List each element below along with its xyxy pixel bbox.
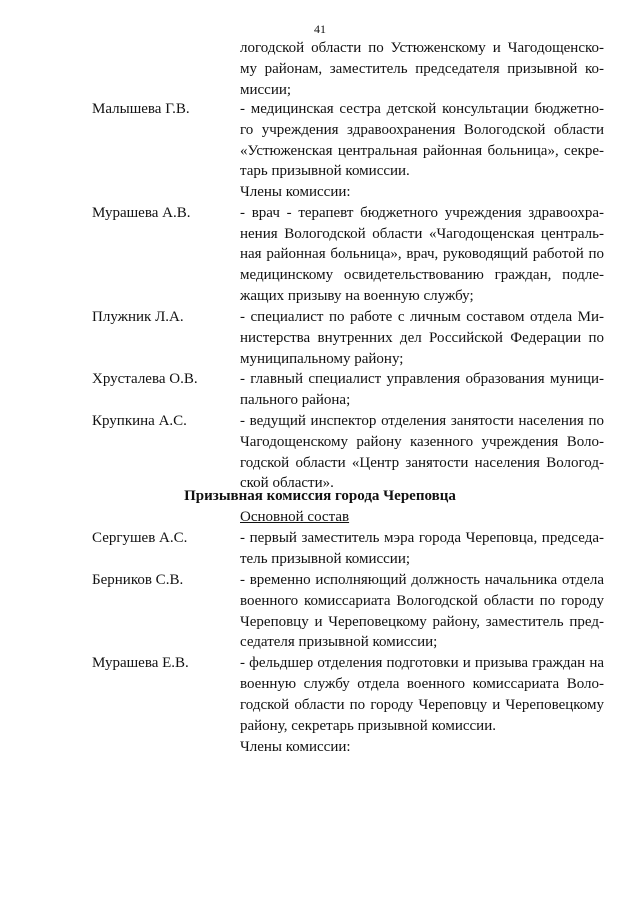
member-name: Мурашева А.В. — [92, 205, 191, 221]
description-line: логодской области по Устюженскому и Чагодощенско- — [240, 40, 604, 56]
member-name: Хрусталева О.В. — [92, 371, 198, 387]
description-line: военного комиссариата Вологодской области по городу — [240, 593, 604, 609]
description-line: - первый заместитель мэра города Череповца, председа- — [240, 530, 604, 546]
description-line: тарь призывной комиссии. — [240, 163, 410, 179]
description-line: - медицинская сестра детской консультации бюджетно- — [240, 101, 604, 117]
description-line: - ведущий инспектор отделения занятости населения по — [240, 413, 604, 429]
description-line: пального района; — [240, 392, 351, 408]
description-line: медицинскому освидетельствованию граждан, подле- — [240, 267, 604, 283]
description-line: ской области». — [240, 475, 334, 491]
description-line: - специалист по работе с личным составом отдела Ми- — [240, 309, 604, 325]
description-line: годской области «Центр занятости населения Вологод- — [240, 455, 604, 471]
member-name: Плужник Л.А. — [92, 309, 184, 325]
description-line: ная районная больница», врач, руководящий работой по — [240, 246, 604, 262]
member-name: Сергушев А.С. — [92, 530, 188, 546]
member-name: Малышева Г.В. — [92, 101, 190, 117]
description-line: «Устюженская центральная районная больница», секре- — [240, 143, 604, 159]
description-line: му районам, заместитель председателя призывной ко- — [240, 61, 604, 77]
description-line: - фельдшер отделения подготовки и призыва граждан на — [240, 655, 604, 671]
description-line: седателя призывной комиссии; — [240, 634, 438, 650]
description-line: - главный специалист управления образования муници- — [240, 371, 604, 387]
member-name: Крупкина А.С. — [92, 413, 187, 429]
section-heading: Призывная комиссия города Череповца — [184, 488, 456, 504]
description-line: тель призывной комиссии; — [240, 551, 411, 567]
description-line: району, секретарь призывной комиссии. — [240, 718, 496, 734]
description-line: нения Вологодской области «Чагодощенская централь- — [240, 226, 604, 242]
description-line: го учреждения здравоохранения Вологодской области — [240, 122, 604, 138]
member-name: Мурашева Е.В. — [92, 655, 189, 671]
description-line: - временно исполняющий должность начальника отдела — [240, 572, 604, 588]
page-number: 41 — [314, 22, 326, 36]
description-line: миссии; — [240, 82, 292, 98]
description-line: нистерства внутренних дел Российской Федерации по — [240, 330, 604, 346]
description-line: муниципальному району; — [240, 351, 404, 367]
members-label: Члены комиссии: — [240, 739, 351, 755]
section-subheading: Основной состав — [240, 509, 350, 525]
description-line: - врач - терапевт бюджетного учреждения здравоохра- — [240, 205, 604, 221]
description-line: Череповцу и Череповецкому району, заместитель пред- — [240, 614, 604, 630]
description-line: годской области по городу Череповцу и Череповецкому — [240, 697, 604, 713]
description-line: Чагодощенскому району казенного учреждения Воло- — [240, 434, 604, 450]
member-name: Берников С.В. — [92, 572, 184, 588]
members-label: Члены комиссии: — [240, 184, 351, 200]
description-line: военную службу отдела военного комиссариата Воло- — [240, 676, 604, 692]
description-line: жащих призыву на военную службу; — [240, 288, 474, 304]
